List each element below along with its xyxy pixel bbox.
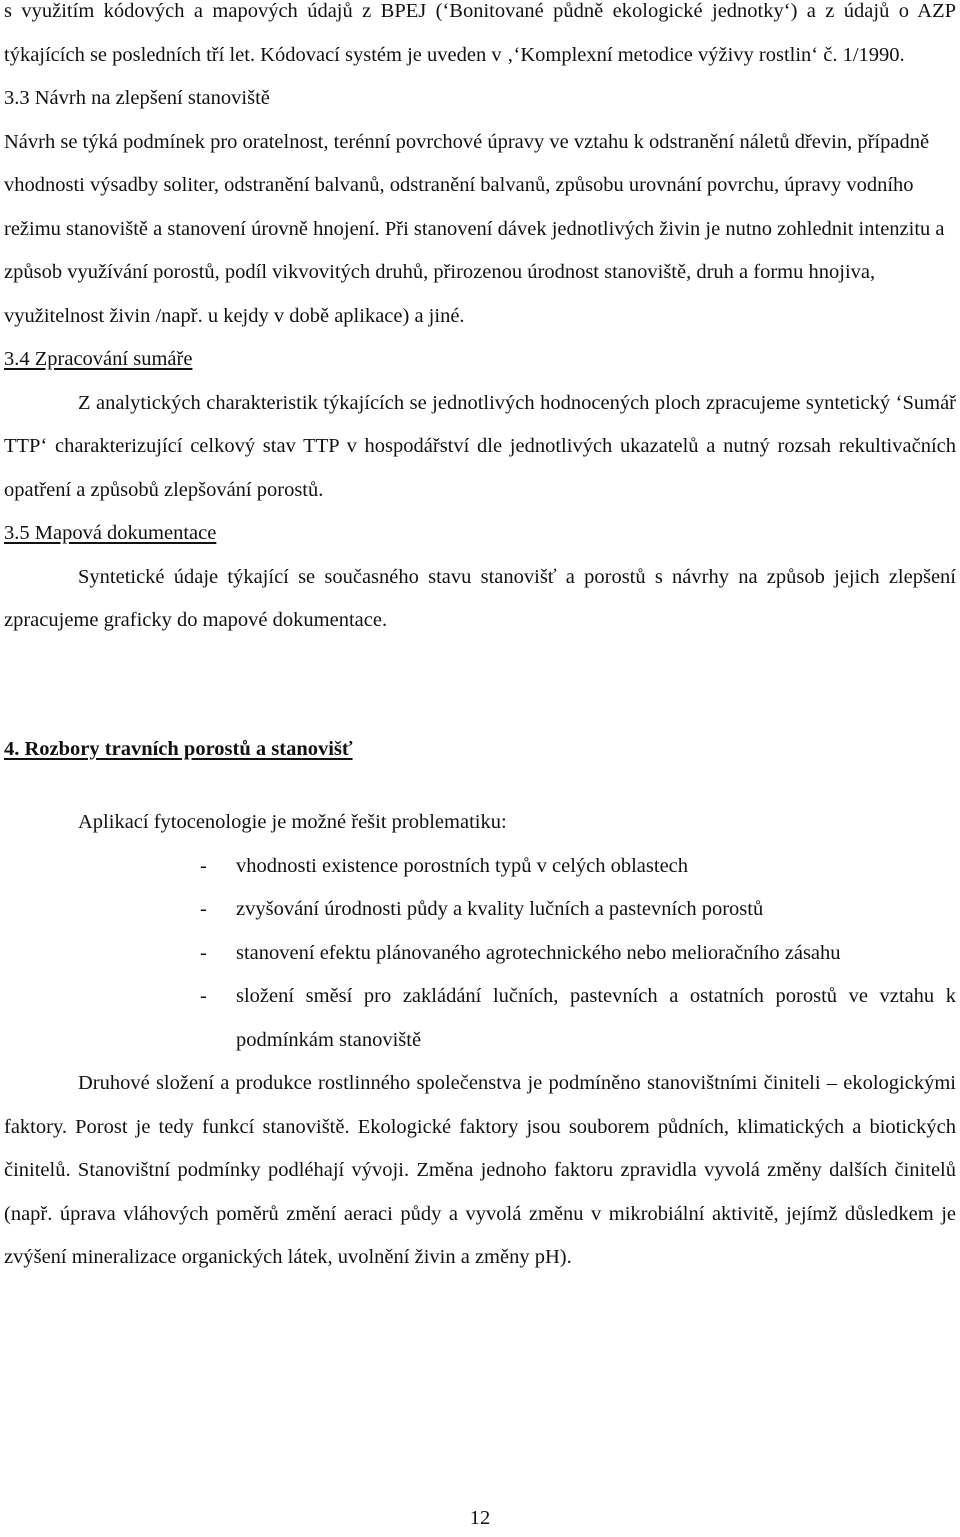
section-3-3-paragraph-2: Při stanovení dávek jednotlivých živin je nutno zohlednit intenzitu a způsob využívání porostů, podíl vikvovitých druhů, přirozenou úrodnost stanoviště, druh a formu hnojiva, využitelnost živin /např. u kejdy v době aplikace) a jiné. <box>4 217 945 327</box>
intro-fragment: s využitím kódových a mapových údajů z BPEJ (‘Bonitované půdně ekologické jednotky‘) a z údajů o AZP týkajících se posledních tří let. Kódovací systém je uveden v ‚‘Komplexní metodice výživy rostlin‘ č. 1/1990. <box>4 0 956 66</box>
list-item <box>4 888 956 932</box>
list-dash: - <box>200 985 207 1007</box>
list-item <box>4 975 956 1062</box>
list-item-text: vhodnosti existence porostních typů v celých oblastech <box>236 854 689 877</box>
document-page <box>4 0 956 1280</box>
list-dash: - <box>200 898 207 920</box>
list-item-text: stanovení efektu plánovaného agrotechnického nebo melioračního zásahu <box>236 941 841 964</box>
list-item <box>4 845 956 889</box>
list-dash: - <box>200 941 207 964</box>
list-item-text: složení směsí pro zakládání lučních, pastevních a ostatních porostů ve vztahu k podmínkám stanoviště <box>236 985 956 1051</box>
section-4-list <box>4 845 956 1063</box>
section-4-paragraph: Druhové složení a produkce rostlinného společenstva je podmíněno stanovištními činiteli – ekologickými faktory. Porost je tedy funkcí stanoviště. Ekologické faktory jsou souborem půdních, klimatických a biotických činitelů. Stanovištní podmínky podléhají vývoji. Změna jednoho faktoru zpravidla vyvolá změny dalších činitelů (např. úprava vláhových poměrů změní aeraci půdy a vyvolá změnu v mikrobiální aktivitě, jejímž důsledkem je zvýšení mineralizace organických látek, uvolnění živin a změny pH). <box>4 1072 956 1268</box>
section-3-5-heading: 3.5 Mapová dokumentace <box>4 522 217 544</box>
section-3-3-heading: 3.3 Návrh na zlepšení stanoviště <box>4 87 270 109</box>
list-item-text: zvyšování úrodnosti půdy a kvality lučních a pastevních porostů <box>236 898 764 920</box>
section-3-5-paragraph: Syntetické údaje týkající se současného stavu stanovišť a porostů s návrhy na způsob jejich zlepšení zpracujeme graficky do mapové dokumentace. <box>4 565 956 631</box>
list-item <box>4 932 956 976</box>
section-3-3-paragraph-1: Návrh se týká podmínek pro oratelnost, terénní povrchové úpravy ve vztahu k odstranění náletů dřevin, případně vhodnosti výsadby soliter, odstranění balvanů, odstranění balvanů, způsobu urovnání povrchu, úpravy vodního režimu stanoviště a stanovení úrovně hnojení. <box>4 130 930 240</box>
list-dash: - <box>200 854 207 877</box>
page-number: 12 <box>469 1507 491 1529</box>
section-3-4-heading: 3.4 Zpracování sumáře <box>4 348 193 370</box>
section-4-heading: 4. Rozbory travních porostů a stanovišť <box>4 737 353 760</box>
section-4-intro: Aplikací fytocenologie je možné řešit problematiku: <box>78 811 507 833</box>
section-3-4-paragraph: Z analytických charakteristik týkajících se jednotlivých hodnocených ploch zpracujeme syntetický ‘Sumář TTP‘ charakterizující celkový stav TTP v hospodářství dle jednotlivých ukazatelů a nutný rozsah rekultivačních opatření a způsobů zlepšování porostů. <box>4 391 956 501</box>
